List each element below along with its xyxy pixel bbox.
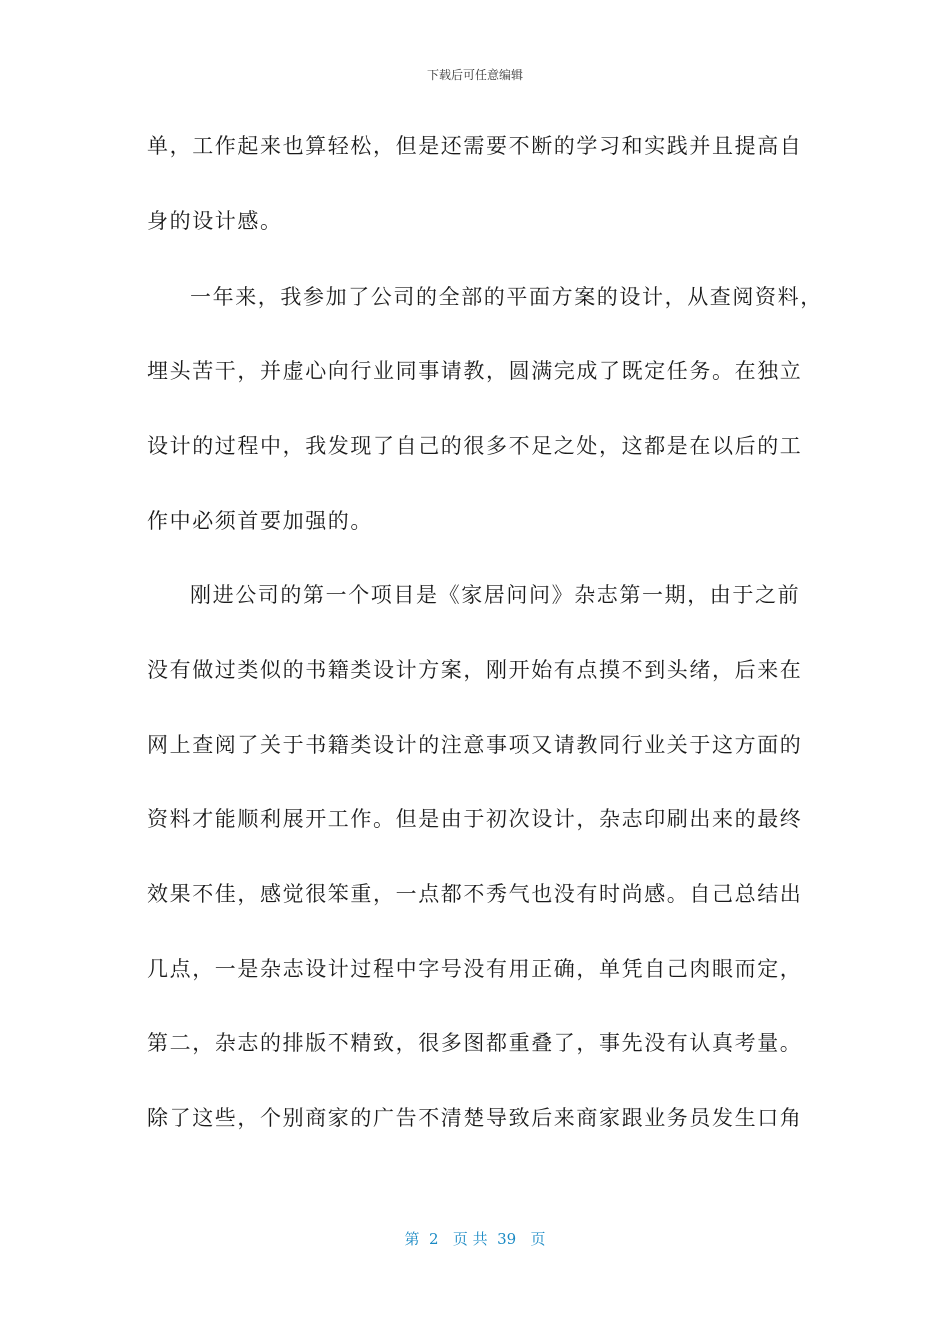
text-line: 几点，一是杂志设计过程中字号没有用正确，单凭自己肉眼而定， (147, 957, 803, 981)
text-line: 没有做过类似的书籍类设计方案，刚开始有点摸不到头绪，后来在 (147, 658, 803, 682)
text-line: 除了这些，个别商家的广告不清楚导致后来商家跟业务员发生口角 (147, 1106, 803, 1130)
text-line: 埋头苦干，并虚心向行业同事请教，圆满完成了既定任务。在独立 (147, 359, 803, 383)
text-line: 第二，杂志的排版不精致，很多图都重叠了，事先没有认真考量。 (147, 1031, 803, 1055)
text-line: 作中必须首要加强的。 (147, 509, 373, 533)
text-line: 设计的过程中，我发现了自己的很多不足之处，这都是在以后的工 (147, 434, 803, 458)
text-line: 身的设计感。 (147, 209, 283, 233)
paragraph-first-line: 刚进公司的第一个项目是《家居问问》杂志第一期，由于之前 (190, 583, 801, 607)
paragraph-first-line: 一年来，我参加了公司的全部的平面方案的设计，从查阅资料， (190, 285, 823, 309)
text-line: 效果不佳，感觉很笨重，一点都不秀气也没有时尚感。自己总结出 (147, 882, 803, 906)
page-header: 下载后可任意编辑 (426, 68, 523, 82)
text-line: 资料才能顺利展开工作。但是由于初次设计，杂志印刷出来的最终 (147, 807, 803, 831)
page-footer: 第 2 页 共 39 页 (404, 1230, 546, 1248)
text-line: 单，工作起来也算轻松，但是还需要不断的学习和实践并且提高自 (147, 134, 803, 158)
text-line: 网上查阅了关于书籍类设计的注意事项又请教同行业关于这方面的 (147, 733, 803, 757)
